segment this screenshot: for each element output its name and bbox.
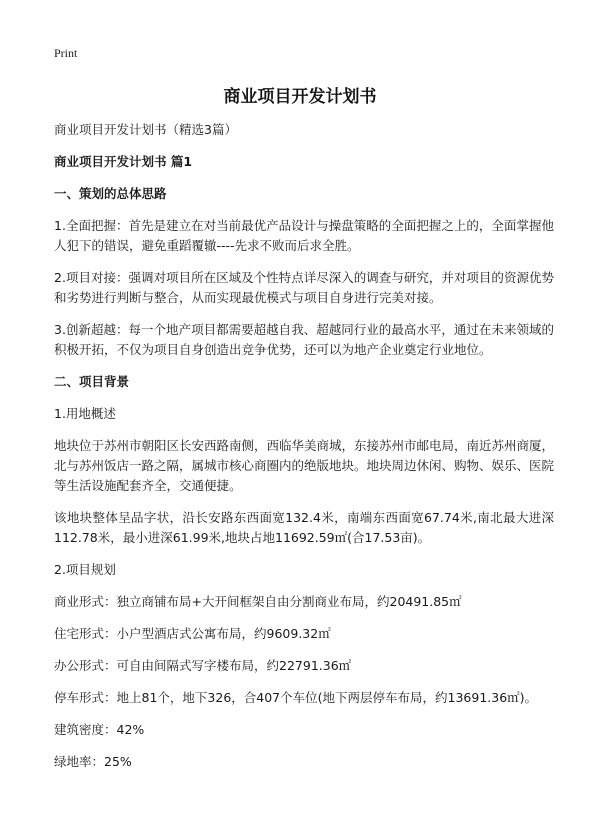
plan-item-label: 办公形式： [54,658,117,673]
plan-item-label: 建筑密度： [54,722,117,737]
plan-item-density [54,720,554,740]
plan-item-office [54,656,554,676]
plan-item-value: 小户型酒店式公寓布局，约9609.32㎡ [116,626,331,641]
document-subtitle: 商业项目开发计划书（精选3篇） [54,122,237,137]
subsection-heading: 1.用地概述 [54,406,116,421]
paragraph: 3.创新超越：每一个地产项目都需要超越自我、超越同行业的最高水平，通过在未来领域的积极开拓，不仅为项目自身创造出竞争优势，还可以为地产企业奠定行业地位。 [54,322,554,357]
paragraph: 地块位于苏州市朝阳区长安西路南侧，西临华美商城，东接苏州市邮电局，南近苏州商厦，北与苏州饭店一路之隔，属城市核心商圈内的绝版地块。地块周边休闲、购物、娱乐、医院等生活设施配套齐全，交通便捷。 [54,438,555,493]
paragraph: 1.全面把握：首先是建立在对当前最优产品设计与操盘策略的全面把握之上的，全面掌握他人犯下的错误，避免重蹈覆辙----先求不败而后求全胜。 [54,218,554,253]
plan-item-parking [54,688,554,708]
subsection-heading: 2.项目规划 [54,562,116,577]
plan-item-label: 停车形式： [54,690,117,705]
document-title: 商业项目开发计划书 [223,87,377,107]
plan-item-value: 可自由间隔式写字楼布局，约22791.36㎡ [116,658,352,673]
document-body [54,120,554,784]
plan-item-commercial [54,592,554,612]
plan-item-residential [54,624,554,644]
plan-item-value: 42% [116,722,145,737]
paragraph: 2.项目对接：强调对项目所在区域及个性特点详尽深入的调查与研究，并对项目的资源优势和劣势进行判断与整合，从而实现最优模式与项目自身进行完美对接。 [54,270,554,305]
plan-item-label: 住宅形式： [54,626,117,641]
print-label[interactable]: Print [54,46,78,60]
plan-item-label: 绿地率： [54,754,105,769]
plan-item-value: 25% [104,754,132,769]
section-heading: 一、策划的总体思路 [54,186,167,201]
plan-item-value: 独立商铺布局+大开间框架自由分割商业布局，约20491.85㎡ [116,594,462,609]
plan-item-value: 地上81个，地下326，合407个车位(地下两层停车布局，约13691.36㎡)。 [116,690,538,705]
plan-item-label: 商业形式： [54,594,117,609]
chapter-heading: 商业项目开发计划书 篇1 [54,154,193,169]
plan-item-green-ratio [54,752,554,772]
section-heading: 二、项目背景 [54,374,130,389]
paragraph: 该地块整体呈品字状，沿长安路东西面宽132.4米，南端东西面宽67.74米,南北最大进深112.78米，最小进深61.99米,地块占地11692.59㎡(合17.53亩)。 [54,510,554,545]
